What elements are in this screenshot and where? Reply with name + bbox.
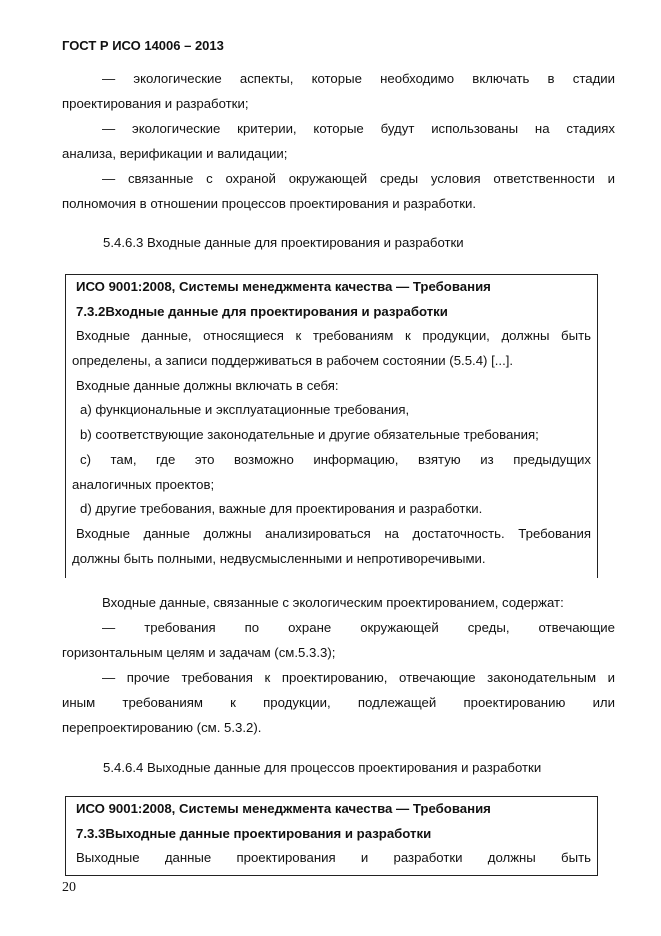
box-list-item-a: a) функциональные и эксплуатационные требования, <box>80 402 410 418</box>
box-subtitle: 7.3.2Входные данные для проектирования и разработки <box>76 303 448 319</box>
middle-list <box>62 590 615 740</box>
list-item-2-line-1: — экологические критерии, которые будут использованы на стадиях <box>102 121 615 136</box>
middle-intro: Входные данные, связанные с экологическим проектированием, содержат: <box>102 595 564 610</box>
box-paragraph-3-line-2: должны быть полными, недвусмысленными и непротиворечивыми. <box>72 550 486 566</box>
list-item-1-line-1: — экологические аспекты, которые необходимо включать в стадии <box>102 71 615 86</box>
middle-item-1-line-1: — требования по охране окружающей среды, отвечающие <box>102 620 615 635</box>
list-item-3-line-2: полномочия в отношении процессов проектирования и разработки. <box>62 196 476 211</box>
box2-paragraph-1-line-1: Выходные данные проектирования и разработки должны быть <box>76 850 591 866</box>
box-paragraph-2: Входные данные должны включать в себя: <box>76 377 339 393</box>
iso-quote-box-output <box>65 796 598 876</box>
list-item-2-line-2: анализа, верификации и валидации; <box>62 146 288 161</box>
iso-quote-box-input <box>65 274 598 578</box>
list-item-3-line-1: — связанные с охраной окружающей среды условия ответственности и <box>102 171 615 186</box>
box2-title: ИСО 9001:2008, Системы менеджмента качества — Требования <box>76 801 491 816</box>
section-heading-5464: 5.4.6.4 Выходные данные для процессов проектирования и разработки <box>103 760 542 775</box>
box-paragraph-3-line-1: Входные данные должны анализироваться на достаточность. Требования <box>76 525 591 541</box>
box-list-item-b: b) соответствующие законодательные и другие обязательные требования; <box>80 427 539 443</box>
box-paragraph-1-line-1: Входные данные, относящиеся к требованиям к продукции, должны быть <box>76 328 591 344</box>
list-item-1-line-2: проектирования и разработки; <box>62 96 249 111</box>
box-list-item-d: d) другие требования, важные для проектирования и разработки. <box>80 501 483 517</box>
box2-subtitle: 7.3.3Выходные данные проектирования и разработки <box>76 825 432 841</box>
top-list <box>62 66 615 216</box>
middle-item-2-line-2: иным требованиям к продукции, подлежащей проектированию или <box>62 695 615 710</box>
page-number: 20 <box>62 880 76 895</box>
box-paragraph-1-line-2: определены, а записи поддерживаться в рабочем состоянии (5.5.4) [...]. <box>72 353 514 369</box>
middle-item-2-line-1: — прочие требования к проектированию, отвечающие законодательным и <box>102 670 615 685</box>
middle-item-1-line-2: горизонтальным целям и задачам (см.5.3.3); <box>62 645 336 660</box>
box-list-item-c-line-2: аналогичных проектов; <box>72 476 215 492</box>
section-heading-5463: 5.4.6.3 Входные данные для проектирования и разработки <box>103 235 464 250</box>
document-header: ГОСТ Р ИСО 14006 – 2013 <box>62 38 224 53</box>
box-list-item-c-line-1: c) там, где это возможно информацию, взятую из предыдущих <box>80 451 591 467</box>
middle-item-2-line-3: перепроектированию (см. 5.3.2). <box>62 720 262 735</box>
box-title: ИСО 9001:2008, Системы менеджмента качества — Требования <box>76 279 491 294</box>
